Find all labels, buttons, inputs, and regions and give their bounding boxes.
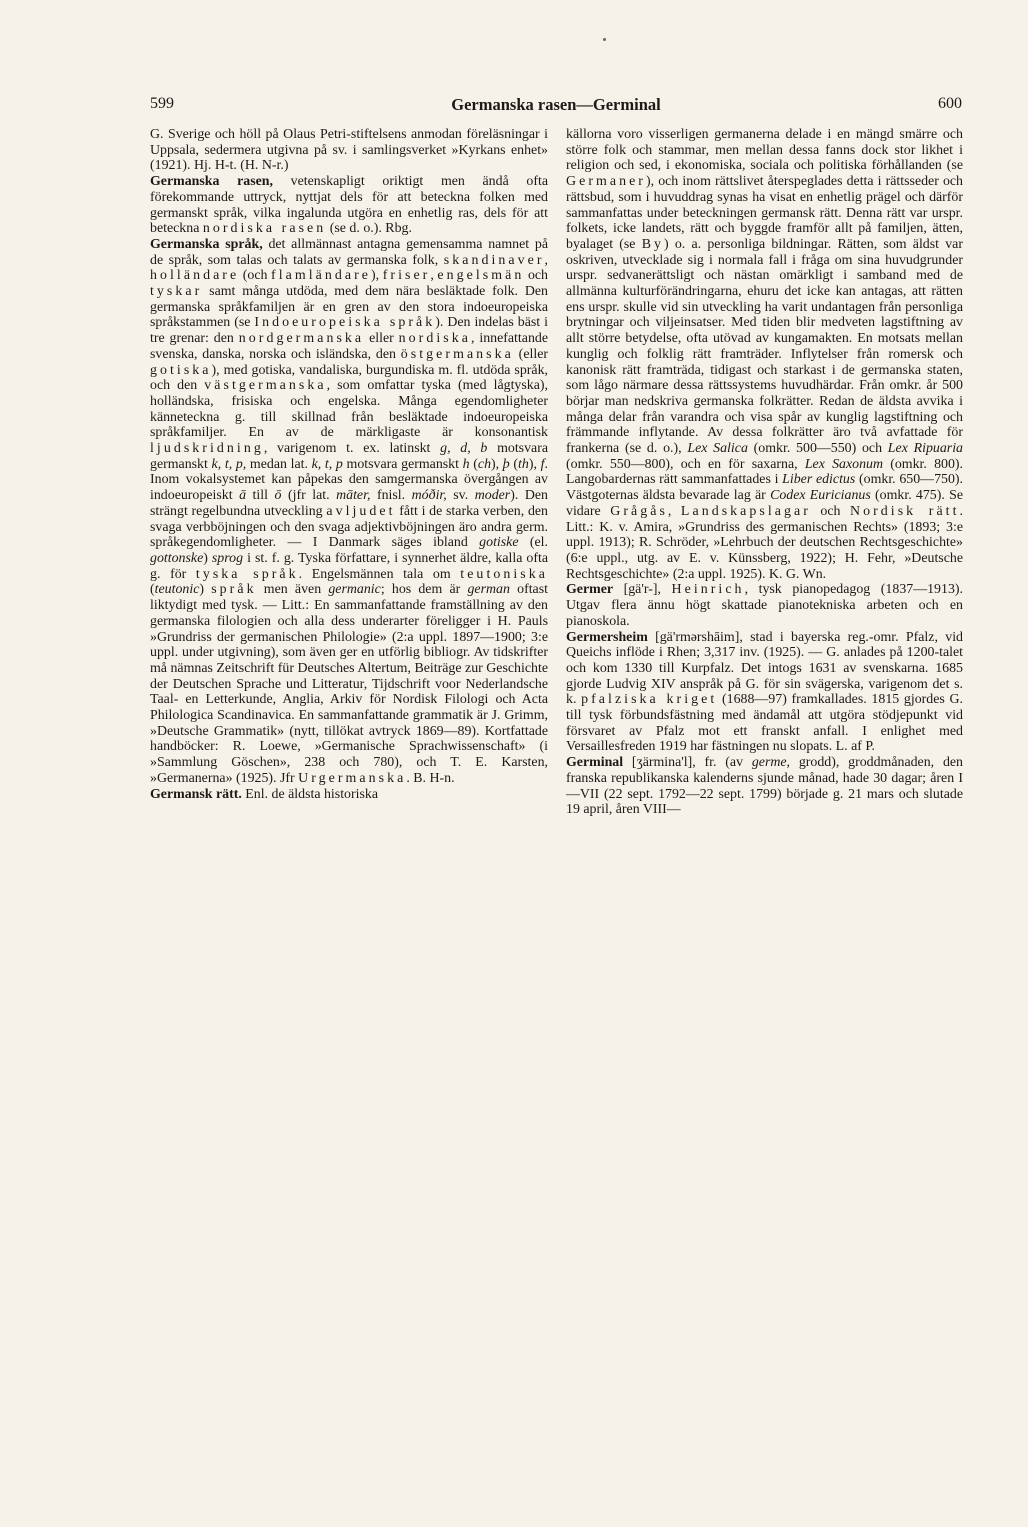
- italic-term: g, d, b: [440, 441, 488, 457]
- spaced-term: tyskar: [150, 284, 203, 300]
- article-paragraph: [150, 787, 548, 803]
- text-run: (omkr. 800). Langobardernas rätt sammanfattades i: [566, 456, 963, 488]
- spaced-term: nordgermanska: [238, 331, 365, 347]
- text-run: källorna voro visserligen germanerna delade i en mängd smärre och större folk och stammar, men mellan dessa fanns dock stor likhet i religion och sed, i ekonomiska, sociala och politiska förhållanden (se: [566, 127, 963, 174]
- text-run: ), med gotiska, vandaliska, burgundiska m. fl. utdöda språk, och den: [150, 362, 548, 394]
- spaced-term: språk: [211, 582, 257, 598]
- spaced-term: skandinaver: [443, 252, 545, 268]
- text-run: (: [150, 582, 155, 598]
- spaced-term: Indoeuropeiska språk: [254, 315, 436, 331]
- italic-term: teutonic: [154, 582, 200, 598]
- text-run: . Engelsmännen tala om: [298, 566, 461, 582]
- text-run: (och: [239, 268, 272, 284]
- spaced-term: nordiska: [398, 331, 471, 347]
- text-run: [gä'rmərshāim], stad i bayerska reg.-omr. Pfalz, vid Queichs inflöde i Rhen; 3,317 inv. (1925). — G. anlades på 1200-talet och kom 1330 till Kurpfalz. Det intogs 1631 av svenskarna. 1685 gjorde Ludvig XIV anspråk på G. för sin svägerska, varigenom det s. k.: [566, 629, 963, 708]
- text-run: , tysk pianopedagog (1837—1913). Utgav flera ännu högt skattade pianotekniska arbeten och en pianoskola.: [566, 582, 963, 629]
- headword: Germanska rasen,: [150, 174, 273, 190]
- text-run: samt många utdöda, med dem nära besläktade folk. Den germanska språkfamiljen är en gren av den stora indoeuropeiska språkstammen (se: [150, 284, 548, 331]
- spaced-term: flamländare: [271, 268, 372, 284]
- article-paragraph: [150, 174, 548, 237]
- print-speck: [603, 38, 606, 41]
- italic-term: þ: [502, 456, 510, 472]
- spaced-term: nordiska rasen: [202, 221, 327, 237]
- italic-term: Liber edictus: [782, 472, 856, 488]
- page-header: [150, 95, 962, 121]
- spaced-term: Landskapslagar: [680, 503, 811, 519]
- italic-term: ch: [477, 456, 492, 472]
- article-paragraph: [566, 127, 963, 582]
- spaced-term: By: [641, 236, 665, 252]
- italic-term: moder: [474, 488, 511, 504]
- spaced-term: västgermanska: [204, 378, 327, 394]
- text-run: medan lat.: [246, 456, 312, 472]
- text-run: ): [203, 550, 212, 566]
- article-paragraph: [150, 127, 548, 174]
- spaced-term: Germaner: [566, 174, 646, 190]
- italic-term: german: [467, 582, 510, 598]
- italic-term: k, t, p: [311, 456, 343, 472]
- text-run: ), och inom rättslivet återspeglades detta i rättsseder och rättsbud, som i huvuddrag synas ha visat en enhetlig prägel och därför sammanfattas under beteckningen germansk rätt. Denna rätt var urspr. folkets, icke landets, rätt och byggde framför allt på familjen, ätten, byalaget (se: [566, 174, 963, 252]
- article-paragraph: [566, 755, 963, 818]
- page-number-left: 599: [150, 95, 174, 112]
- text-run: eller: [364, 331, 399, 347]
- right-column: [566, 127, 963, 1377]
- text-run: . B. H-n.: [406, 770, 455, 786]
- text-run: (omkr. 550—800), och en för saxarna,: [566, 456, 805, 472]
- text-run: ; hos dem är: [380, 582, 468, 598]
- text-run: , som omfattar tyska (med lågtyska), holländska, frisiska och engelska. Många egendomligheter kännetecknа g. till skillnad från besläktade indoeuropeiska språkfamiljer. En av de märkligaste är konsonantisk: [150, 378, 548, 441]
- headword: Germer: [566, 582, 614, 598]
- article-paragraph: [566, 582, 963, 629]
- italic-term: germanic: [328, 582, 381, 598]
- spaced-term: Nordisk rätt: [850, 503, 960, 519]
- text-run: (se d. o.). Rbg.: [326, 221, 412, 237]
- italic-term: Codex Euricianus: [770, 488, 871, 504]
- text-run: G. Sverige och höll på Olaus Petri-stiftelsens anmodan föreläsningar i Uppsala, sedermera utgivna på sv. i samlingsverket »Kyrkans enhet» (1921). Hj. H-t. (H. N-r.): [150, 127, 548, 174]
- text-run: (eller: [513, 346, 548, 362]
- text-run: fnisl.: [370, 488, 412, 504]
- text-run: [ʒärmina'l], fr. (av: [623, 755, 752, 771]
- text-run: , innefattande svenska, danska, norska och isländska, den: [150, 331, 548, 362]
- text-run: i st. f. g. Tyska författare, i synnerhet äldre, kalla ofta g. för: [150, 550, 548, 582]
- text-run: ),: [371, 268, 383, 284]
- text-run: ,: [544, 252, 548, 268]
- text-run: grodd), groddmånaden, den franska republikanska kalenderns sjunde månad, hade 30 dagar; åren I—VII (22 sept. 1792—22 sept. 1799) började g. 21 mars och slutade 19 april, åren VIII—: [566, 755, 963, 818]
- text-run: sv.: [446, 488, 475, 504]
- spaced-term: holländare: [150, 268, 240, 284]
- text-run: ,: [667, 503, 681, 519]
- text-run: ). Den strängt regelbundna utveckling: [150, 488, 548, 519]
- spaced-term: Grågås: [610, 503, 668, 519]
- headword: Germinal: [566, 755, 624, 771]
- spaced-term: gotiska: [150, 362, 212, 378]
- spaced-term: pfalziska kriget: [581, 692, 718, 708]
- text-run: och: [524, 268, 548, 284]
- text-run: ,: [430, 268, 438, 284]
- italic-term: ā: [239, 488, 247, 504]
- italic-term: f: [540, 456, 545, 472]
- spaced-term: ljudskridning: [150, 441, 264, 457]
- text-run: . Inom vokalsystemet kan påpekas den samgermanska övergången av indoeuropeiskt: [150, 456, 548, 504]
- article-paragraph: [150, 237, 548, 787]
- text-run: (el.: [518, 535, 548, 551]
- spaced-term: tyska språk: [195, 566, 299, 582]
- left-column: [150, 127, 548, 1377]
- text-run: [gä'r-],: [613, 582, 672, 598]
- italic-term: germe,: [751, 755, 791, 771]
- text-run: (omkr. 500—550) och: [747, 441, 888, 457]
- text-run: fått i de starka verben, den svaga verbböjningen och den svaga adjektivböjningen äro andra germ. språkegendomligheter. — I Danmark säges ibland: [150, 503, 548, 551]
- spaced-term: avljudet: [326, 503, 396, 519]
- italic-term: k, t, p,: [211, 456, 247, 472]
- headword: Germersheim: [566, 629, 648, 645]
- text-run: Enl. de äldsta historiska: [241, 786, 379, 802]
- italic-term: gottonske: [150, 550, 204, 566]
- italic-term: Lex Ripuaria: [887, 441, 963, 457]
- spaced-term: Urgermanska: [298, 770, 407, 786]
- italic-term: h: [462, 456, 470, 472]
- italic-term: móðir,: [411, 488, 447, 504]
- spaced-term: teutoniska: [460, 566, 548, 582]
- text-run: ) o. a. personliga bildningar. Rätten, som äldst var oskriven, utvecklade sig i normala fall i fråga om sina huvudgrunder urspr. sedvanerättsligt och nästan omärkligt i samband med de allmänna kulturförändringarna, ehuru det icke kan antagas, att rätten ens urspr. skulle vid sin utveckling ha varit undantagen från personliga brytningar och viljeinsatser. Med tiden blir medveten lagstiftning av allt större betydelse, ofta utövad av kungamakten. En motsats mellan kunglig och folklig rätt framträder. Inflytelser från romersk och kanonisk rätt framträda, tidigast och starkast i de germanska staten, som lågo närmare dessa rättssystems huvudhärdar. Från omkr. år 500 börjar man nedskriva germanska folkrätter. Redan de äldsta avvika i många delar från varandra och visa spår av kunglig lagstiftning och främmande inflytande. Av dessa folkrätter äro två avfattade för frankerna (se d. o.),: [566, 236, 963, 457]
- page-number-right: 600: [938, 95, 962, 112]
- article-paragraph: [566, 630, 963, 756]
- text-run: ). Den indelas bäst i tre grenar: den: [150, 315, 548, 347]
- headword: Germansk rätt.: [150, 786, 242, 802]
- headword: Germanska språk,: [150, 236, 263, 252]
- text-run: (omkr. 650—750). Västgoternas äldsta bevarade lag är: [566, 472, 963, 504]
- text-run: motsvara germanskt: [342, 456, 463, 472]
- text-run: . Litt.: K. v. Amira, »Grundriss des germanischen Rechts» (1893; 3:e uppl. 1913); R. Schröder, »Lehrbuch der deutschen Rechtsgeschichte» (6:e uppl., utg. av E. v. Künssberg, 1922); H. Fehr, »Deutsche Rechtsgeschichte» (2:a uppl. 1925). K. G. Wn.: [566, 503, 963, 582]
- text-run: (: [469, 456, 478, 472]
- spaced-term: Heinrich: [671, 582, 745, 598]
- italic-term: Lex Saxonum: [804, 456, 883, 472]
- text-run: (: [509, 456, 519, 472]
- italic-term: ō: [274, 488, 282, 504]
- text-run: till: [246, 488, 275, 504]
- text-run: ),: [491, 456, 503, 472]
- text-run: vetenskapligt oriktigt men ändå ofta förekommande uttryck, nyttjat dels för att beteckna folken med germanskt språk, vilka ingalunda utgöra en enhetlig ras, dels för att beteckna: [150, 174, 548, 237]
- text-run: (1688—97) framkallades. 1815 gjordes G. till tysk förbundsfästning med ändamål att utgöra stödjepunkt vid försvaret av Pfalz mot ett franskt anfall. I enlighet med Versaillesfreden 1919 har fästningen nu slopats. L. af P.: [566, 692, 963, 755]
- italic-term: māter,: [336, 488, 371, 504]
- text-run: ),: [528, 456, 541, 472]
- italic-term: sprog: [211, 550, 244, 566]
- italic-term: th: [518, 456, 529, 472]
- text-run: det allmännast antagna gemensamma namnet på de språk, som talas och talats av germanska folk,: [150, 236, 548, 268]
- spaced-term: östgermanska: [400, 346, 514, 362]
- italic-term: Lex Salica: [687, 441, 748, 457]
- italic-term: gotiske: [479, 535, 519, 551]
- text-run: (omkr. 475). Se vidare: [566, 488, 963, 519]
- text-run: ): [199, 582, 212, 598]
- text-run: motsvara germanskt: [150, 441, 548, 472]
- spaced-term: friser: [382, 268, 431, 284]
- running-title: Germanska rasen—Germinal: [451, 95, 661, 114]
- text-run: och: [810, 503, 851, 519]
- text-run: (jfr lat.: [281, 488, 337, 504]
- spaced-term: engelsmän: [437, 268, 525, 284]
- text-run: , varigenom t. ex. latinskt: [263, 441, 441, 457]
- text-run: oftast liktydigt med tysk. — Litt.: En sammanfattande framställning av den germanska filologien och alla dess underarter föreligger i H. Pauls »Grundriss der germanischen Philologie» (2:a uppl. 1897—1900; 3:e uppl. under utgivning), som även ger en utförlig bibliogr. Av tidskrifter må nämnas Zeitschrift für Deutsches Altertum, Beiträge zur Geschichte der Deutschen Sprache und Litteratur, Tijdschrift voor Nederlandsche Taal- en Letterkunde, Anglia, Arkiv för Nordisk Filologi och Acta Philologica Scandinavica. En sammanfattande grammatik är J. Grimm, »Deutsche Grammatik» (nytt, tillökat avtryck 1869—89). Kortfattade handböcker: R. Loewe, »Germanische Sprachwissenschaft» (i »Sammlung Göschen», 238 och 780), och T. E. Karsten, »Germanerna» (1925). Jfr: [150, 582, 548, 786]
- text-run: men även: [256, 582, 329, 598]
